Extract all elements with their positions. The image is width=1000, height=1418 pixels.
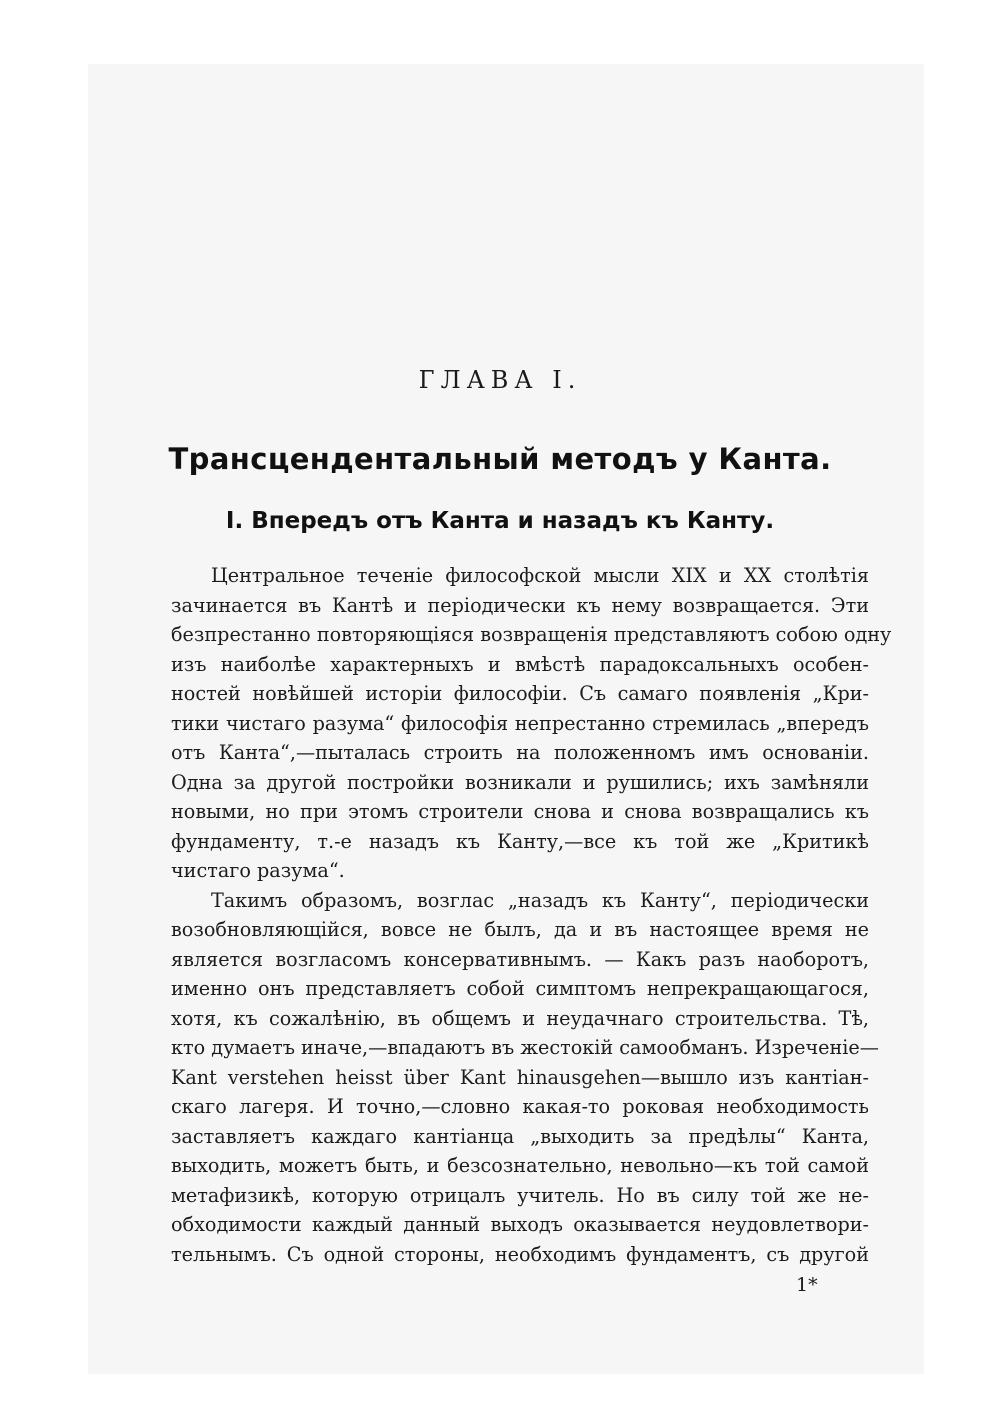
text-line: Центральное теченіе философской мысли XIX и XX столѣтія (211, 564, 869, 587)
text-line: тики чистаго разума“ философія непрестанно стремилась „впередъ (171, 711, 869, 735)
text-line: чистаго разума“. (171, 859, 345, 882)
text-line: отъ Канта“,—пыталась строить на положенномъ имъ основаніи. (171, 741, 869, 764)
text-line: Одна за другой постройки возникали и рушились; ихъ замѣняли (171, 770, 869, 794)
body-text (171, 561, 892, 1269)
text-line: Kant verstehen heisst über Kant hinausgehen—вышло изъ кантіан- (171, 1065, 869, 1089)
paragraph (171, 561, 892, 886)
text-line: скаго лагеря. И точно,—словно какая-то роковая необходимость (171, 1095, 869, 1118)
text-line: новыми, но при этомъ строители снова и снова возвращались къ (171, 800, 869, 823)
chapter-title: Трансцендентальный методъ у Канта. (168, 442, 832, 476)
text-line: выходить, можетъ быть, и безсознательно, невольно—къ той самой (171, 1154, 869, 1177)
text-line: безпрестанно повторяющіяся возвращенія представляютъ собою одну (171, 623, 892, 646)
text-line: кто думаетъ иначе,—впадаютъ въ жестокій самообманъ. Изреченіе— (171, 1036, 879, 1059)
chapter-label: ГЛАВА I. (418, 366, 582, 394)
paragraph (171, 886, 879, 1270)
page-number: 1* (796, 1274, 818, 1296)
text-line: ностей новѣйшей исторіи философіи. Съ самаго появленія „Кри- (171, 682, 869, 705)
text-line: метафизикѣ, которую отрицалъ учитель. Но въ силу той же не- (171, 1183, 869, 1207)
text-line: зачинается въ Кантѣ и періодически къ нему возвращается. Эти (171, 593, 869, 617)
text-line: именно онъ представляетъ собой симптомъ непрекращающагося, (171, 977, 869, 1000)
text-line: тельнымъ. Съ одной стороны, необходимъ фундаментъ, съ другой (171, 1242, 869, 1266)
text-line: заставляетъ каждаго кантіанца „выходить за предѣлы“ Канта, (171, 1124, 869, 1148)
section-title: I. Впередъ отъ Канта и назадъ къ Канту. (225, 508, 775, 534)
text-line: возобновляющійся, вовсе не былъ, да и въ настоящее время не (171, 918, 869, 941)
text-line: изъ наиболѣе характерныхъ и вмѣстѣ парадоксальныхъ особен- (171, 652, 869, 676)
text-line: Такимъ образомъ, возглас „назадъ къ Канту“, періодически (211, 888, 869, 912)
text-line: является возгласомъ консервативнымъ. — Какъ разъ наоборотъ, (171, 947, 869, 971)
text-line: хотя, къ сожалѣнію, въ общемъ и неудачнаго строительства. Тѣ, (171, 1006, 869, 1030)
text-line: фундаменту, т.-е назадъ къ Канту,—все къ той же „Критикѣ (171, 829, 869, 853)
text-line: обходимости каждый данный выходъ оказывается неудовлетвори- (171, 1213, 869, 1236)
